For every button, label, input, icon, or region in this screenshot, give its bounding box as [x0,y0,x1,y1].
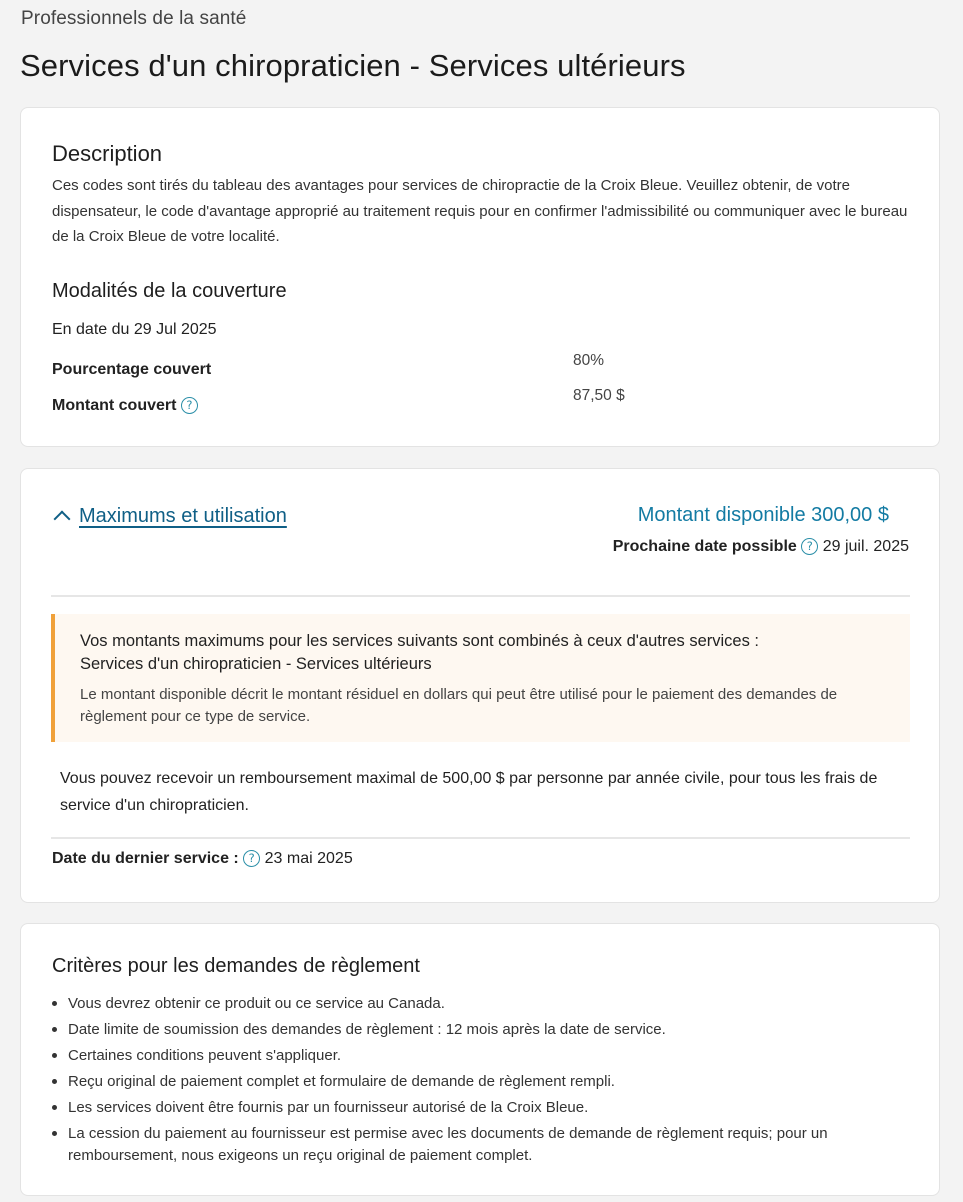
list-item: La cession du paiement au fournisseur est permise avec les documents de demande de règlement requis; pour un remboursement, nous exigeons un reçu original de paiement complet. [52,1123,912,1167]
next-date-value: 29 juil. 2025 [822,538,909,555]
list-item: Date limite de soumission des demandes de règlement : 12 mois après la date de service. [52,1019,912,1041]
maximums-toggle-link[interactable]: Maximums et utilisation [79,505,287,527]
divider [51,595,910,597]
last-service-value: 23 mai 2025 [264,850,353,867]
criteria-heading: Critères pour les demandes de règlement [52,955,420,977]
notice-body: Le montant disponible décrit le montant résiduel en dollars qui peut être utilisé pour le paiement des demandes de règlement pour ce type de service. [80,686,838,725]
amount-covered-label: Montant couvert [52,397,177,414]
coverage-heading: Modalités de la couverture [52,280,287,302]
percentage-covered-label: Pourcentage couvert [52,361,212,378]
question-circle-icon[interactable]: ? [801,538,818,555]
next-date-label: Prochaine date possible [612,538,797,555]
next-possible-date-row [613,538,909,556]
list-item: Reçu original de paiement complet et formulaire de demande de règlement rempli. [52,1071,912,1093]
question-circle-icon[interactable]: ? [243,850,260,867]
list-item: Certaines conditions peuvent s'appliquer. [52,1045,912,1067]
claims-criteria-card [20,923,940,1196]
last-service-label: Date du dernier service : [52,850,239,867]
percentage-covered-value: 80% [573,352,605,369]
amount-covered-row [52,397,198,415]
description-heading: Description [52,141,163,166]
breadcrumb: Professionnels de la santé [21,8,247,29]
coverage-as-of-date: En date du 29 Jul 2025 [52,321,217,338]
reimbursement-text: Vous pouvez recevoir un remboursement maximal de 500,00 $ par personne par année civile, pour tous les frais de service d'un chiropraticien. [60,770,878,814]
maximums-card [20,468,940,903]
question-circle-icon[interactable]: ? [181,397,198,414]
notice-title: Vos montants maximums pour les services suivants sont combinés à ceux d'autres services : [80,632,760,650]
list-item: Vous devrez obtenir ce produit ou ce service au Canada. [52,993,912,1015]
description-card [20,107,940,447]
combined-maximums-notice [51,614,910,742]
divider [51,837,910,839]
description-text: Ces codes sont tirés du tableau des avantages pour services de chiropractie de la Croix Bleue. Veuillez obtenir, de votre dispensateur, le code d'avantage approprié au traitement requis pour en confirmer l'admissibilité ou communiquer avec le bureau de la Croix Bleue de votre localité. [52,177,908,245]
page-title: Services d'un chiropraticien - Services ultérieurs [20,48,686,83]
last-service-row [52,850,353,868]
available-amount: Montant disponible 300,00 $ [637,504,889,526]
amount-covered-value: 87,50 $ [573,387,625,404]
list-item: Les services doivent être fournis par un fournisseur autorisé de la Croix Bleue. [52,1097,912,1119]
notice-service: Services d'un chiropraticien - Services ultérieurs [80,655,432,673]
chevron-up-icon[interactable] [54,511,71,528]
criteria-list [52,993,912,1171]
